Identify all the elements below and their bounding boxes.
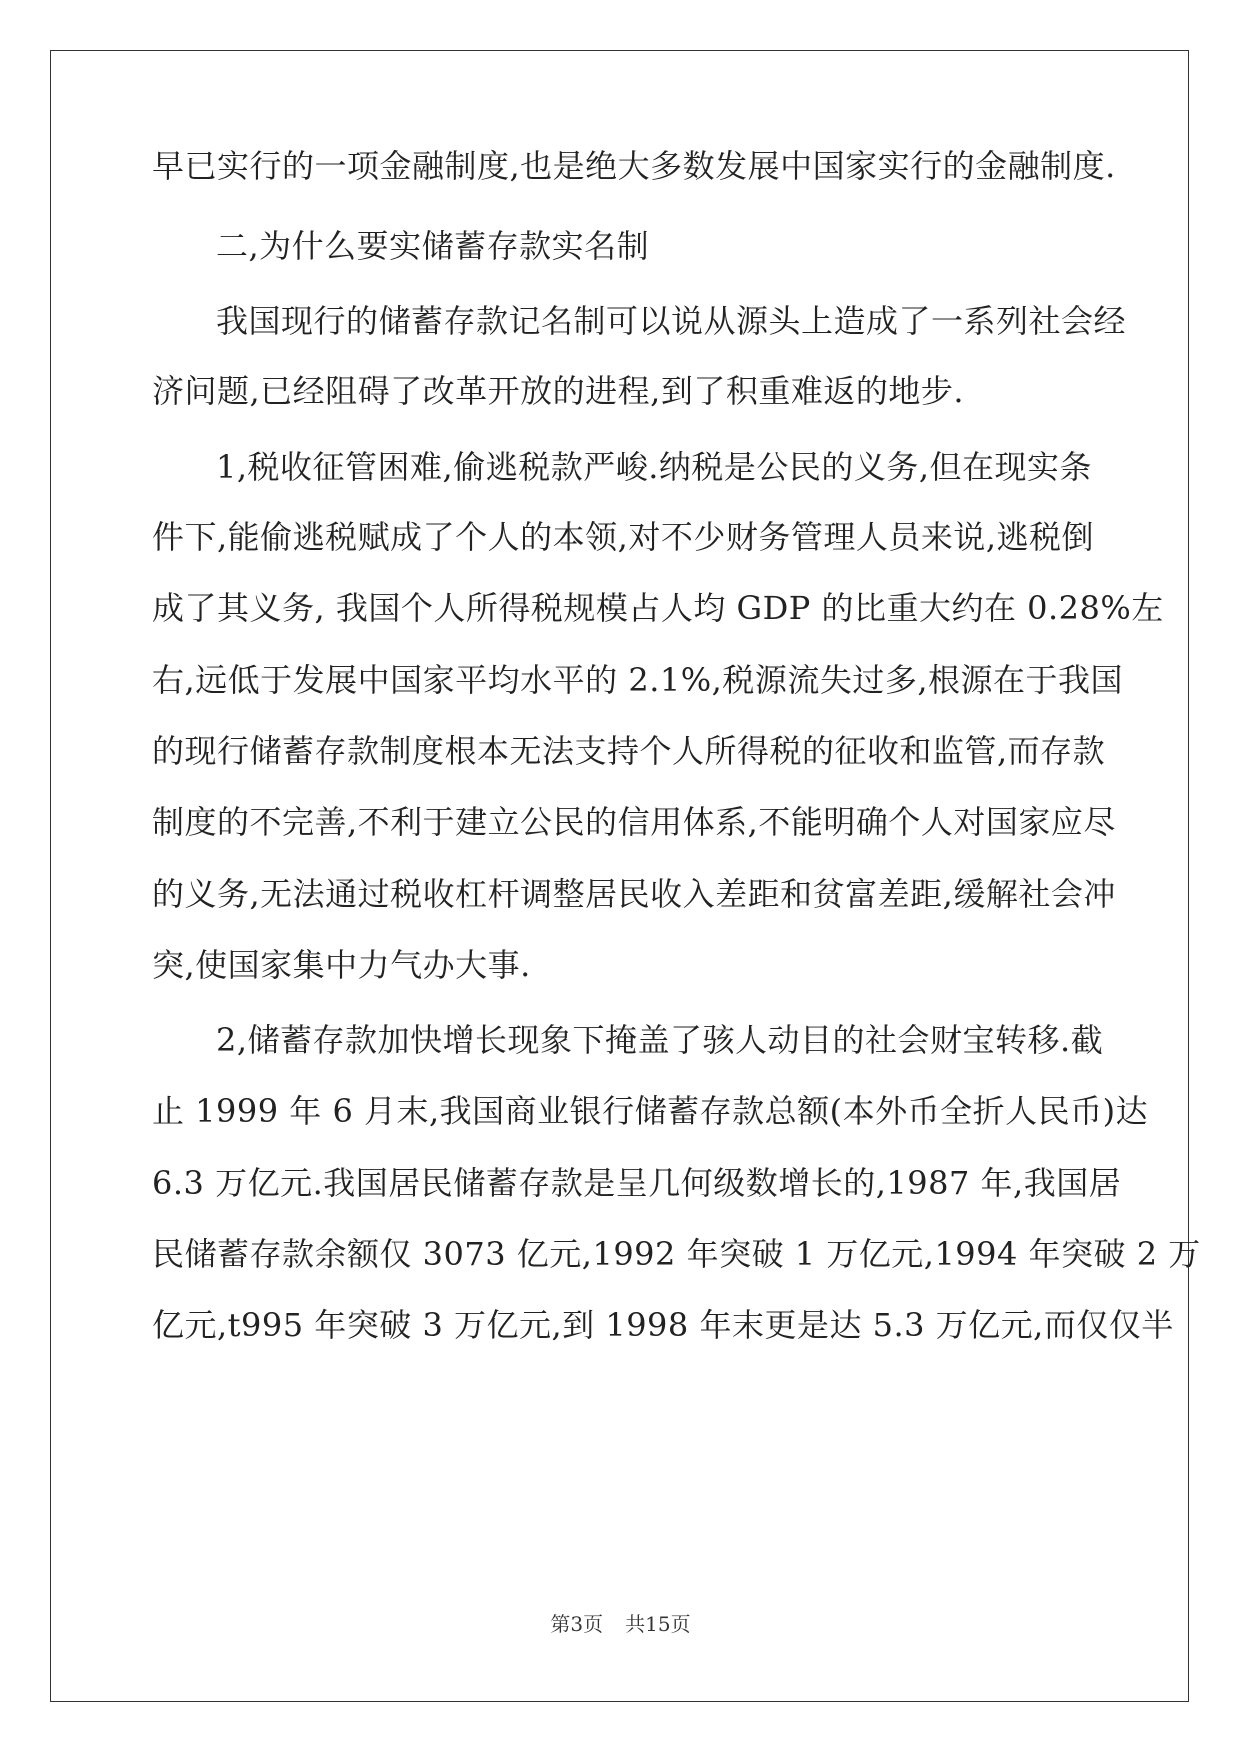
body-line-9: 的现行储蓄存款制度根本无法支持个人所得税的征收和监管,而存款 <box>152 732 1106 770</box>
body-line-7: 成了其义务, 我国个人所得税规模占人均 GDP 的比重大约在 0.28%左 <box>152 589 1164 627</box>
body-line-13: 2,储蓄存款加快增长现象下掩盖了骇人动目的社会财宝转移.截 <box>216 1021 1104 1059</box>
body-line-6: 件下,能偷逃税赋成了个人的本领,对不少财务管理人员来说,逃税倒 <box>152 518 1095 556</box>
body-line-8: 右,远低于发展中国家平均水平的 2.1%,税源流失过多,根源在于我国 <box>152 661 1123 699</box>
section-heading: 二,为什么要实储蓄存款实名制 <box>216 227 650 265</box>
body-line-1: 早已实行的一项金融制度,也是绝大多数发展中国家实行的金融制度. <box>152 147 1116 185</box>
page-footer <box>0 1612 1241 1636</box>
body-line-10: 制度的不完善,不利于建立公民的信用体系,不能明确个人对国家应尽 <box>152 803 1116 841</box>
page-number: 第3页 <box>550 1612 604 1636</box>
body-line-3: 我国现行的储蓄存款记名制可以说从源头上造成了一系列社会经 <box>216 302 1127 340</box>
body-line-11: 的义务,无法通过税收杠杆调整居民收入差距和贫富差距,缓解社会冲 <box>152 875 1116 913</box>
body-line-4: 济问题,已经阻碍了改革开放的进程,到了积重难返的地步. <box>152 372 965 410</box>
body-line-5: 1,税收征管困难,偷逃税款严峻.纳税是公民的义务,但在现实条 <box>216 448 1093 486</box>
body-line-16: 民储蓄存款余额仅 3073 亿元,1992 年突破 1 万亿元,1994 年突破 2 万 <box>152 1235 1201 1273</box>
page-total: 共15页 <box>625 1612 691 1636</box>
body-line-17: 亿元,t995 年突破 3 万亿元,到 1998 年末更是达 5.3 万亿元,而仅仅半 <box>152 1306 1174 1344</box>
body-line-14: 止 1999 年 6 月末,我国商业银行储蓄存款总额(本外币全折人民币)达 <box>152 1092 1149 1130</box>
body-line-12: 突,使国家集中力气办大事. <box>152 946 531 984</box>
body-line-15: 6.3 万亿元.我国居民储蓄存款是呈几何级数增长的,1987 年,我国居 <box>152 1164 1122 1202</box>
